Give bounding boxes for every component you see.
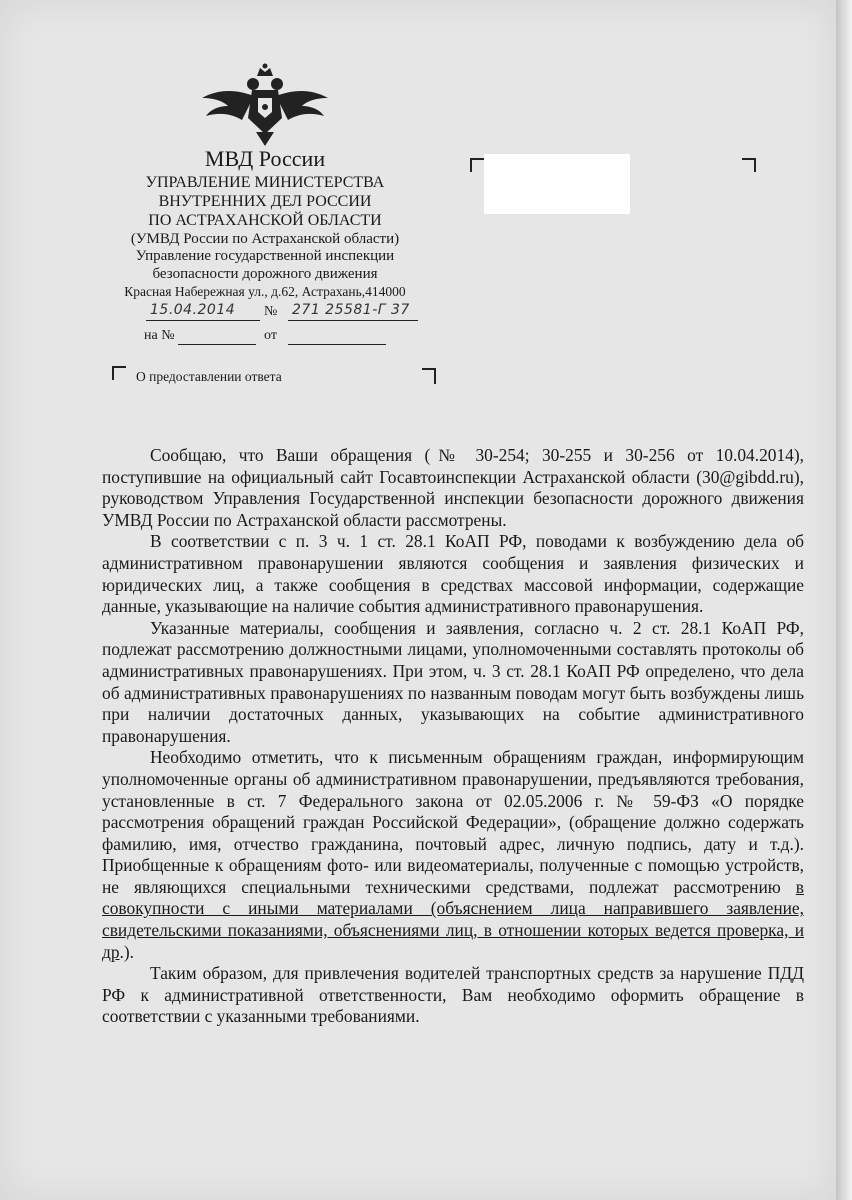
letterhead-address: Красная Набережная ул., д.62, Астрахань,414000 bbox=[124, 283, 406, 299]
subject-corner-right bbox=[422, 368, 436, 384]
letterhead-line-4: (УМВД России по Астраханской области) bbox=[130, 230, 400, 247]
letterhead bbox=[110, 146, 420, 300]
page-edge bbox=[836, 0, 852, 1200]
registration-date: 15.04.2014 bbox=[150, 302, 236, 318]
subject-corner-left bbox=[112, 366, 126, 380]
letterhead-line-6: безопасности дорожного движения bbox=[152, 265, 378, 282]
registration-number: 271 25581-Г 37 bbox=[292, 302, 410, 318]
paragraph-5: Таким образом, для привлечения водителей транспортных средств за нарушение ПДД РФ к административной ответственности, Вам необходимо оформить обращение в соответствии с указанными требованиями. bbox=[102, 963, 804, 1027]
recipient-corner-right bbox=[742, 158, 756, 172]
letter-body bbox=[102, 445, 804, 1028]
redacted-recipient bbox=[484, 154, 630, 214]
paragraph-3: Указанные материалы, сообщения и заявления, согласно ч. 2 ст. 28.1 КоАП РФ, подлежат рассмотрению должностными лицами, уполномоченными составлять протоколы об административных правонарушениях. При этом, ч. 3 ст. 28.1 КоАП РФ определено, что дела об административных правонарушениях по названным поводам могут быть возбуждены лишь при наличии достаточных данных, указывающих на событие административного правонарушения. bbox=[102, 617, 804, 746]
letterhead-line-3: ПО АСТРАХАНСКОЙ ОБЛАСТИ bbox=[148, 211, 382, 229]
ref-number-label: на № bbox=[144, 328, 175, 343]
ref-from-label: от bbox=[264, 328, 277, 343]
double-headed-eagle-emblem-icon bbox=[198, 62, 332, 146]
subject-line: О предоставлении ответа bbox=[136, 369, 282, 384]
number-underline bbox=[288, 320, 418, 321]
recipient-corner-left bbox=[470, 158, 484, 172]
letterhead-line-2: ВНУТРЕННИХ ДЕЛ РОССИИ bbox=[158, 192, 372, 210]
paragraph-1: Сообщаю, что Ваши обращения (№ 30-254; 30-255 и 30-256 от 10.04.2014), поступившие на официальный сайт Госавтоинспекции Астраханской области (30@gibdd.ru), руководством Управления Государственной инспекции безопасности дорожного движения УМВД России по Астраханской области рассмотрены. bbox=[102, 445, 804, 530]
paragraph-4-end: .). bbox=[119, 941, 135, 962]
paragraph-4-underlined: в совокупности с иными материалами (объяснением лица направившего заявление, свидетельскими показаниями, объяснениями лиц, в отношении которых ведется проверка, и др bbox=[102, 876, 804, 962]
ref-number-underline bbox=[178, 344, 256, 345]
letterhead-title: МВД России bbox=[204, 146, 326, 171]
date-underline bbox=[146, 320, 260, 321]
letterhead-line-5: Управление государственной инспекции bbox=[135, 248, 395, 265]
ref-from-underline bbox=[288, 344, 386, 345]
paragraph-2: В соответствии с п. 3 ч. 1 ст. 28.1 КоАП РФ, поводами к возбуждению дела об административном правонарушении являются сообщения и заявления физических и юридических лиц, а также сообщения в средствах массовой информации, содержащие данные, указывающие на наличие события административного правонарушения. bbox=[102, 531, 804, 617]
letterhead-line-1: УПРАВЛЕНИЕ МИНИСТЕРСТВА bbox=[145, 173, 385, 191]
number-label: № bbox=[264, 304, 278, 319]
paragraph-4 bbox=[102, 747, 804, 963]
paragraph-4-text: Необходимо отметить, что к письменным обращениям граждан, информирующим уполномоченные органы об административном правонарушении, предъявляются требования, установленные в ст. 7 Федерального закона от 02.05.2006 г. № 59-ФЗ «О порядке рассмотрения обращений граждан Российской Федерации», (обращение должно содержать фамилию, имя, отчество гражданина, почтовый адрес, личную подпись, дату и т.д.). Приобщенные к обращениям фото- или видеоматериалы, полученные с помощью устройств, не являющихся специальными техническими средствами, подлежат рассмотрению bbox=[102, 747, 804, 897]
